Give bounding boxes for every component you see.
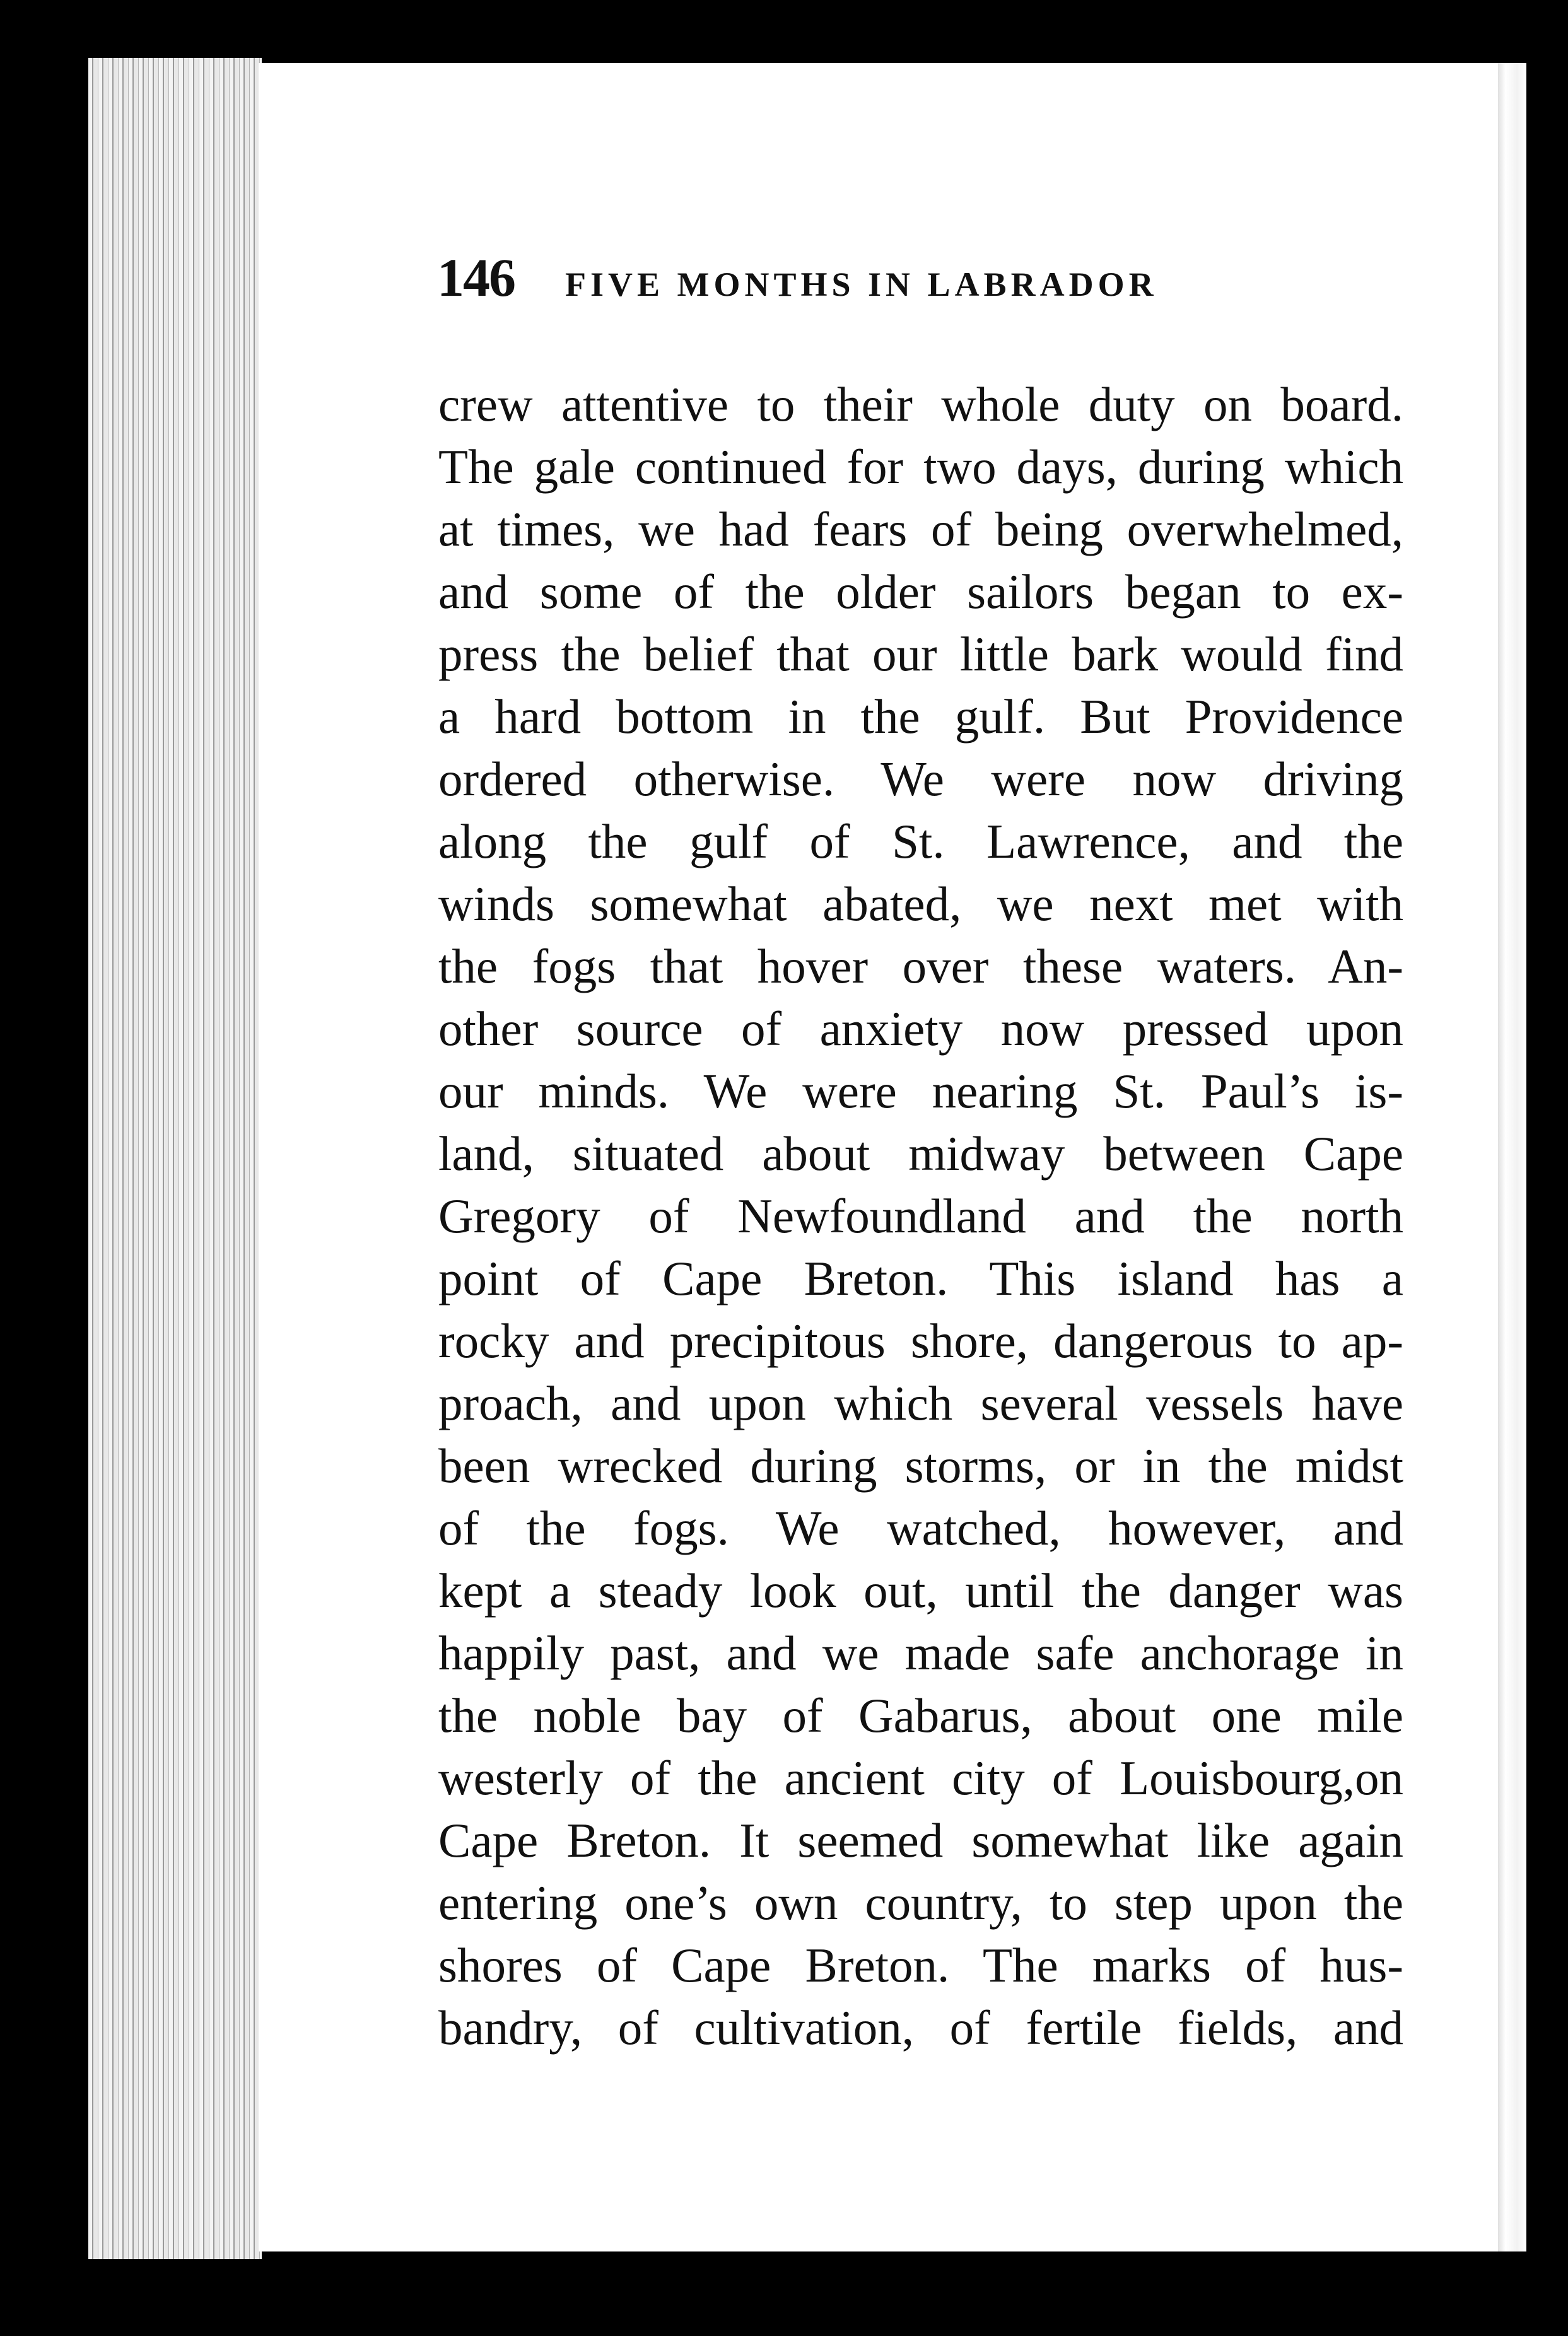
text-line: Cape Breton. It seemed somewhat like again xyxy=(438,1813,1403,1867)
body-text xyxy=(438,373,1403,2059)
text-line: land, situated about midway between Cape xyxy=(438,1126,1403,1181)
text-line: point of Cape Breton. This island has a xyxy=(438,1251,1403,1305)
text-line: Gregory of Newfoundland and the north xyxy=(438,1189,1403,1243)
text-line: rocky and precipitous shore, dangerous to ap- xyxy=(438,1314,1403,1368)
text-line: press the belief that our little bark would find xyxy=(438,627,1403,681)
text-line: proach, and upon which several vessels have xyxy=(438,1376,1403,1430)
text-line: westerly of the ancient city of Louisbourg,on xyxy=(438,1751,1403,1805)
page-number: 146 xyxy=(437,247,515,308)
running-head xyxy=(437,246,1257,315)
running-title: FIVE MONTHS IN LABRADOR xyxy=(565,266,1158,303)
text-line: ordered otherwise. We were now driving xyxy=(438,752,1403,806)
text-line: of the fogs. We watched, however, and xyxy=(438,1501,1403,1555)
page-edges xyxy=(88,58,262,2259)
text-line: the fogs that hover over these waters. An- xyxy=(438,939,1403,993)
text-line: our minds. We were nearing St. Paul’s is- xyxy=(438,1064,1403,1118)
text-line: bandry, of cultivation, of fertile fields, and xyxy=(438,2000,1403,2055)
text-line: other source of anxiety now pressed upon xyxy=(438,1002,1403,1056)
text-line: The gale continued for two days, during which xyxy=(438,440,1403,494)
text-line: the noble bay of Gabarus, about one mile xyxy=(438,1688,1403,1743)
text-line: shores of Cape Breton. The marks of hus- xyxy=(438,1938,1403,1992)
text-line: crew attentive to their whole duty on board. xyxy=(438,377,1403,431)
text-line: been wrecked during storms, or in the midst xyxy=(438,1439,1403,1493)
text-line: at times, we had fears of being overwhelmed, xyxy=(438,502,1403,556)
text-line: happily past, and we made safe anchorage in xyxy=(438,1626,1403,1680)
text-line: entering one’s own country, to step upon the xyxy=(438,1876,1403,1930)
text-line: kept a steady look out, until the danger was xyxy=(438,1563,1403,1618)
facing-page-edge xyxy=(1498,63,1526,2251)
text-line: winds somewhat abated, we next met with xyxy=(438,877,1403,931)
text-line: and some of the older sailors began to ex- xyxy=(438,564,1403,619)
text-line: a hard bottom in the gulf. But Providence xyxy=(438,689,1403,744)
text-line: along the gulf of St. Lawrence, and the xyxy=(438,814,1403,868)
